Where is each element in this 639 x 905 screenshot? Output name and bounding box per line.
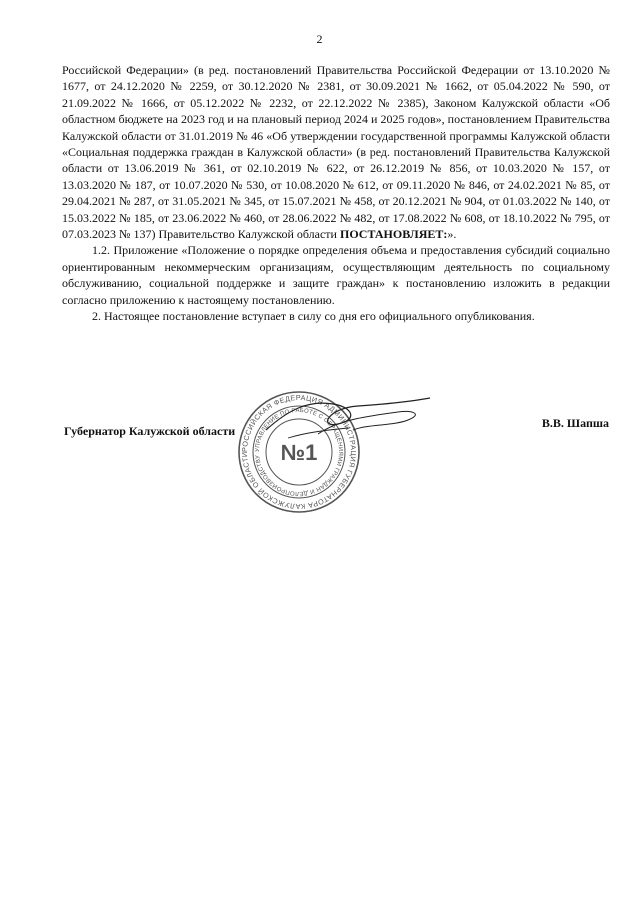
paragraph-2: 2. Настоящее постановление вступает в силу со дня его официального опубликования. xyxy=(92,309,535,324)
stamp-number: №1 xyxy=(280,440,318,465)
signatory-title: Губернатор Калужской области xyxy=(64,424,236,438)
stamp-outer-text: РОССИЙСКАЯ ФЕДЕРАЦИЯ АДМИНИСТРАЦИЯ ГУБЕРНАТОРА КАЛУЖСКОЙ ОБЛАСТИ xyxy=(239,392,359,512)
stamp-inner-text: УПРАВЛЕНИЕ ПО РАБОТЕ С ОБРАЩЕНИЯМИ ГРАЖДАН И ДЕЛОПРОИЗВОДСТВУ xyxy=(254,407,344,497)
preamble-text: Российской Федерации» (в ред. постановлений Правительства Российской Федерации от 13.10.2020 № 1677, от 24.12.2020 № 2259, от 30.12.2020 № 2381, от 30.09.2021 № 1662, от 05.04.2022 № 590, от 21.09.2022 № 1666, от 05.12.2022 № 2232, от 22.12.2022 № 2385), Законом Калужской области «Об областном бюджете на 2023 год и на плановый период 2024 и 2025 годов», постановлением Правительства Калужской области от 31.01.2019 № 46 «Об утверждении государственной программы Калужской области «Социальная поддержка граждан в Калужской области» (в ред. постановлений Правительства Калужской области от 13.06.2019 № 361, от 02.10.2019 № 622, от 26.12.2019 № 856, от 10.03.2020 № 157, от 13.03.2020 № 187, от 10.07.2020 № 530, от 10.08.2020 № 612, от 09.11.2020 № 846, от 24.02.2021 № 85, от 29.04.2021 № 287, от 31.05.2021 № 345, от 15.07.2021 № 458, от 20.12.2021 № 904, от 01.03.2022 № 140, от 15.03.2022 № 185, от 23.06.2022 № 460, от 28.06.2022 № 482, от 17.08.2022 № 608, от 18.10.2022 № 795, от 07.03.2023 № 137) Правительство Калужской области xyxy=(62,63,610,242)
signatory-name: В.В. Шапша xyxy=(541,416,609,430)
decree-word: ПОСТАНОВЛЯЕТ: xyxy=(339,227,448,242)
paragraph-1-2: 1.2. Приложение «Положение о порядке определения объема и предоставления субсидий социально ориентированным некоммерческим организациям, осуществляющим деятельность по социальному обслуживанию, социальной поддержке и защите граждан» к постановлению изложить в редакции согласно приложению к настоящему постановлению. xyxy=(62,243,610,307)
preamble-tail: ». xyxy=(447,227,457,242)
document-body xyxy=(62,62,610,325)
page-number: 2 xyxy=(316,32,323,46)
handwritten-signature-icon xyxy=(258,390,438,450)
paragraph-preamble xyxy=(62,62,610,242)
